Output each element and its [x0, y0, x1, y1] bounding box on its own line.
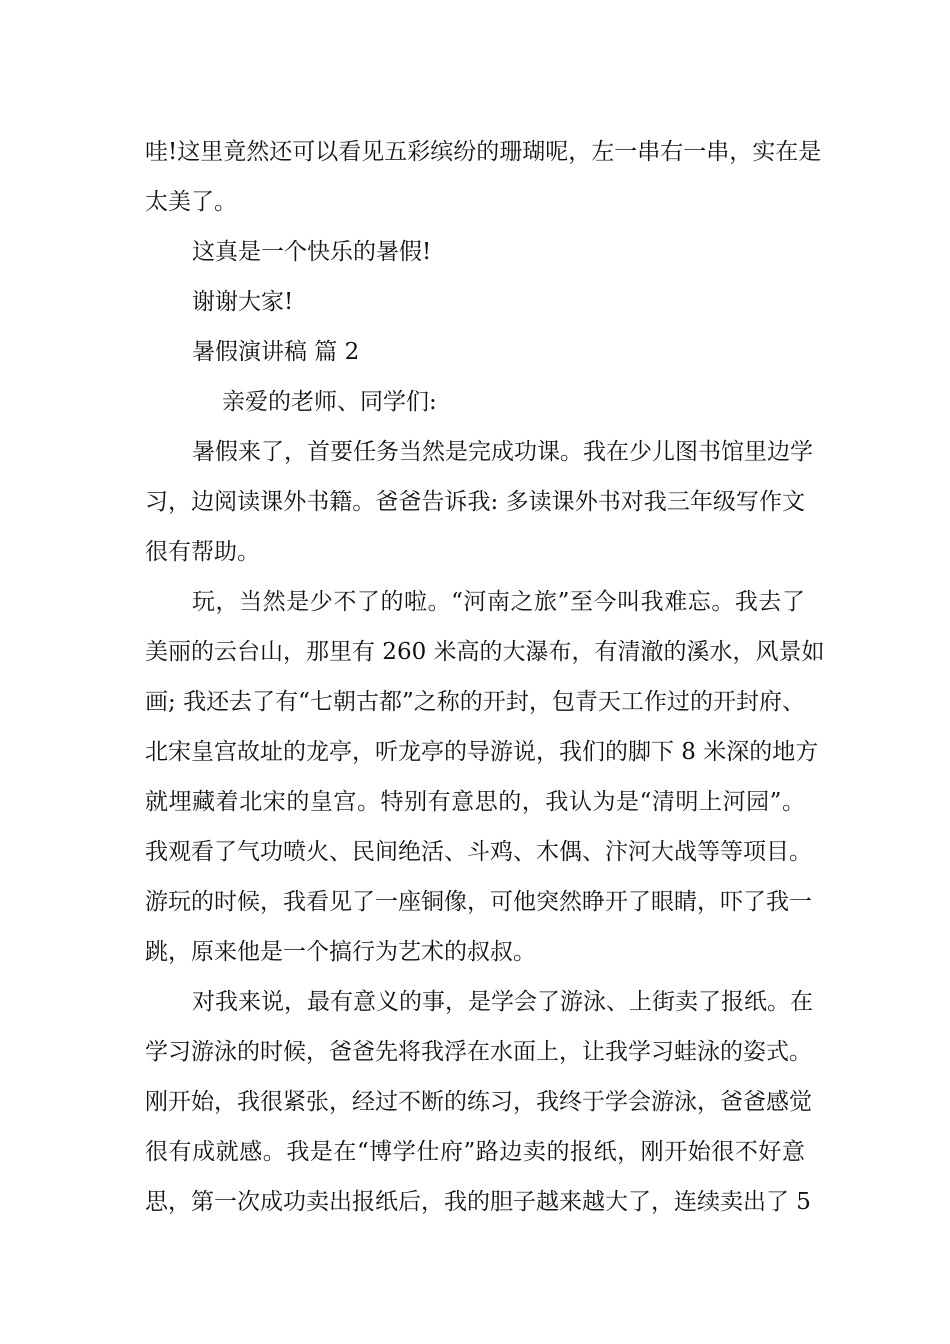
paragraph-line: 暑假来了，首要任务当然是完成功课。我在少儿图书馆里边学 [192, 439, 813, 465]
paragraph-line: 刚开始，我很紧张，经过不断的练习，我终于学会游泳，爸爸感觉 [145, 1089, 812, 1115]
paragraph-line: 学习游泳的时候，爸爸先将我浮在水面上，让我学习蛙泳的姿式。 [145, 1039, 812, 1065]
paragraph-line: 北宋皇宫故址的龙亭，听龙亭的导游说，我们的脚下 8 米深的地方 [145, 739, 819, 765]
paragraph-line: 游玩的时候，我看见了一座铜像，可他突然睁开了眼睛，吓了我一 [145, 889, 812, 915]
paragraph-line: 玩，当然是少不了的啦。“河南之旅”至今叫我难忘。我去了 [192, 589, 805, 615]
section-heading: 暑假演讲稿 篇 2 [192, 339, 360, 365]
paragraph-line: 很有成就感。我是在“博学仕府”路边卖的报纸，刚开始很不好意 [145, 1139, 805, 1165]
paragraph-line: 太美了。 [145, 189, 237, 215]
paragraph-line: 很有帮助。 [145, 539, 260, 565]
paragraph-line: 对我来说，最有意义的事，是学会了游泳、上街卖了报纸。在 [192, 989, 813, 1015]
paragraph-line: 画; 我还去了有“七朝古都”之称的开封，包青天工作过的开封府、 [145, 689, 805, 715]
paragraph-line: 美丽的云台山，那里有 260 米高的大瀑布，有清澈的溪水，风景如 [145, 639, 825, 665]
paragraph-line: 谢谢大家! [192, 289, 294, 315]
greeting-line: 亲爱的老师、同学们: [222, 389, 437, 415]
paragraph-line: 思，第一次成功卖出报纸后，我的胆子越来越大了，连续卖出了 5 [145, 1189, 811, 1215]
paragraph-line: 这真是一个快乐的暑假! [192, 239, 432, 265]
paragraph-line: 跳，原来他是一个搞行为艺术的叔叔。 [145, 939, 536, 965]
paragraph-line: 我观看了气功喷火、民间绝活、斗鸡、木偶、汴河大战等等项目。 [145, 839, 812, 865]
paragraph-line: 哇!这里竟然还可以看见五彩缤纷的珊瑚呢，左一串右一串，实在是 [145, 139, 822, 165]
paragraph-line: 就埋藏着北宋的皇宫。特别有意思的，我认为是“清明上河园”。 [145, 789, 805, 815]
paragraph-line: 习，边阅读课外书籍。爸爸告诉我: 多读课外书对我三年级写作文 [145, 489, 805, 515]
